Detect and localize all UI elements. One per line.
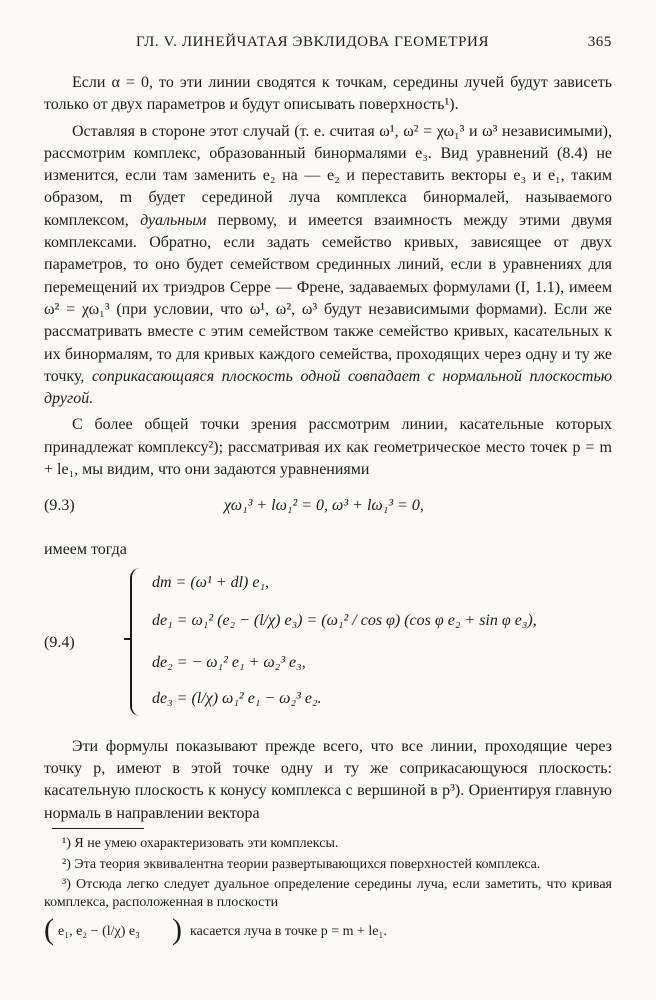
close-paren: ) [172,913,182,946]
footnote-3: ³) Отсюда легко следует дуальное определение середины луча, если заметить, что кривая комплекса, расположенная в плоскости [44,877,612,910]
theorem-osculating-plane: соприкасающаяся плоскость одной совпадает с нормальной плоскостью другой. [44,367,613,408]
equation-system-9-4 [44,568,612,720]
left-brace [130,568,144,716]
open-paren: ( [44,913,54,946]
running-title: ГЛ. V. ЛИНЕЙЧАТАЯ ЭВКЛИДОВА ГЕОМЕТРИЯ [136,34,490,50]
page-number: 365 [587,34,612,50]
footnote-3-formula [44,915,612,951]
footnote-3-tail: касается луча в точке p = m + le₁. [190,924,387,939]
equation-label-9-3: (9.3) [44,497,75,515]
term-dual: дуальным [140,211,207,229]
paragraph-1: Если α = 0, то эти линии сводятся к точкам, середины лучей будут зависеть только от двух параметров и будут описывать поверхность¹). [44,74,612,114]
footnote-1: ¹) Я не умею охарактеризовать эти комплексы. [62,836,339,851]
system-row-3: de₂ = − ω₁² e₁ + ω₂³ e₃, [152,653,306,671]
equation-label-9-4: (9.4) [44,633,75,651]
paragraph-2-part-a: Оставляя в стороне этот случай (т. е. считая ω¹, ω² = χω₁³ и ω³ независимыми), рассмотрим комплекс, образованный бинормалями e₃. Вид уравнений (8.4) не изменится, если там заменить e₂ на — e₂ и переставить векторы e₃ и e₁, таким образом, m будет серединой луча комплекса бинормалей, называемого комплексом, [44,122,612,229]
equation-9-3-formula: χω₁³ + lω₁² = 0, ω³ + lω₁³ = 0, [224,497,424,515]
running-header [136,34,612,51]
footnote-2: ²) Эта теория эквивалентна теории развертывающихся поверхностей комплекса. [62,856,541,872]
footnotes [44,828,612,951]
phrase-then-we-have: имеем тогда [44,541,127,559]
paragraph-2 [44,121,612,411]
footnote-3-plane: e₁, e₂ − (l/χ) e₃ [58,924,140,939]
system-row-4: de₃ = (l/χ) ω₁² e₁ − ω₂³ e₂. [152,689,322,707]
paragraph-4: Эти формулы показывают прежде всего, что все линии, проходящие через точку p, имеют в этой точке одну и ту же соприкасающуюся плоскость: касательную плоскость к конусу комплекса с вершиной в p³). Ориентируя главную нормаль в направлении вектора [44,737,612,822]
equation-9-3 [44,487,612,531]
system-row-2: de₁ = ω₁² (e₂ − (l/χ) e₃) = (ω₁² / cos φ) (cos φ e₂ + sin φ e₃), [152,611,537,629]
footnote-rule [52,828,144,829]
paragraph-3: С более общей точки зрения рассмотрим линии, касательные которых принадлежат комплексу²); рассматривая их как геометрическое место точек p = m + le₁, мы видим, что они задаются уравнениями [44,416,612,479]
paragraph-2-part-c: первому, и имеется взаимность между этими двумя комплексами. Обратно, если задать семейство кривых, зависящее от двух параметров, то оно будет семейством срединных линий, если в уравнениях для перемещений их триэдров Серре — Френе, задаваемых формулами (I, 1.1), имеем ω² = χω₁³ (при условии, что ω¹, ω², ω³ будут независимыми формами). Если же рассматривать вместе с этим семейством также семейство кривых, касательных к их бинормалям, то для кривых каждого семейства, проходящих через одну и ту же точку, [44,211,612,385]
page [44,0,612,1000]
system-row-1: dm = (ω¹ + dl) e₁, [152,573,270,591]
body-text [44,72,612,829]
